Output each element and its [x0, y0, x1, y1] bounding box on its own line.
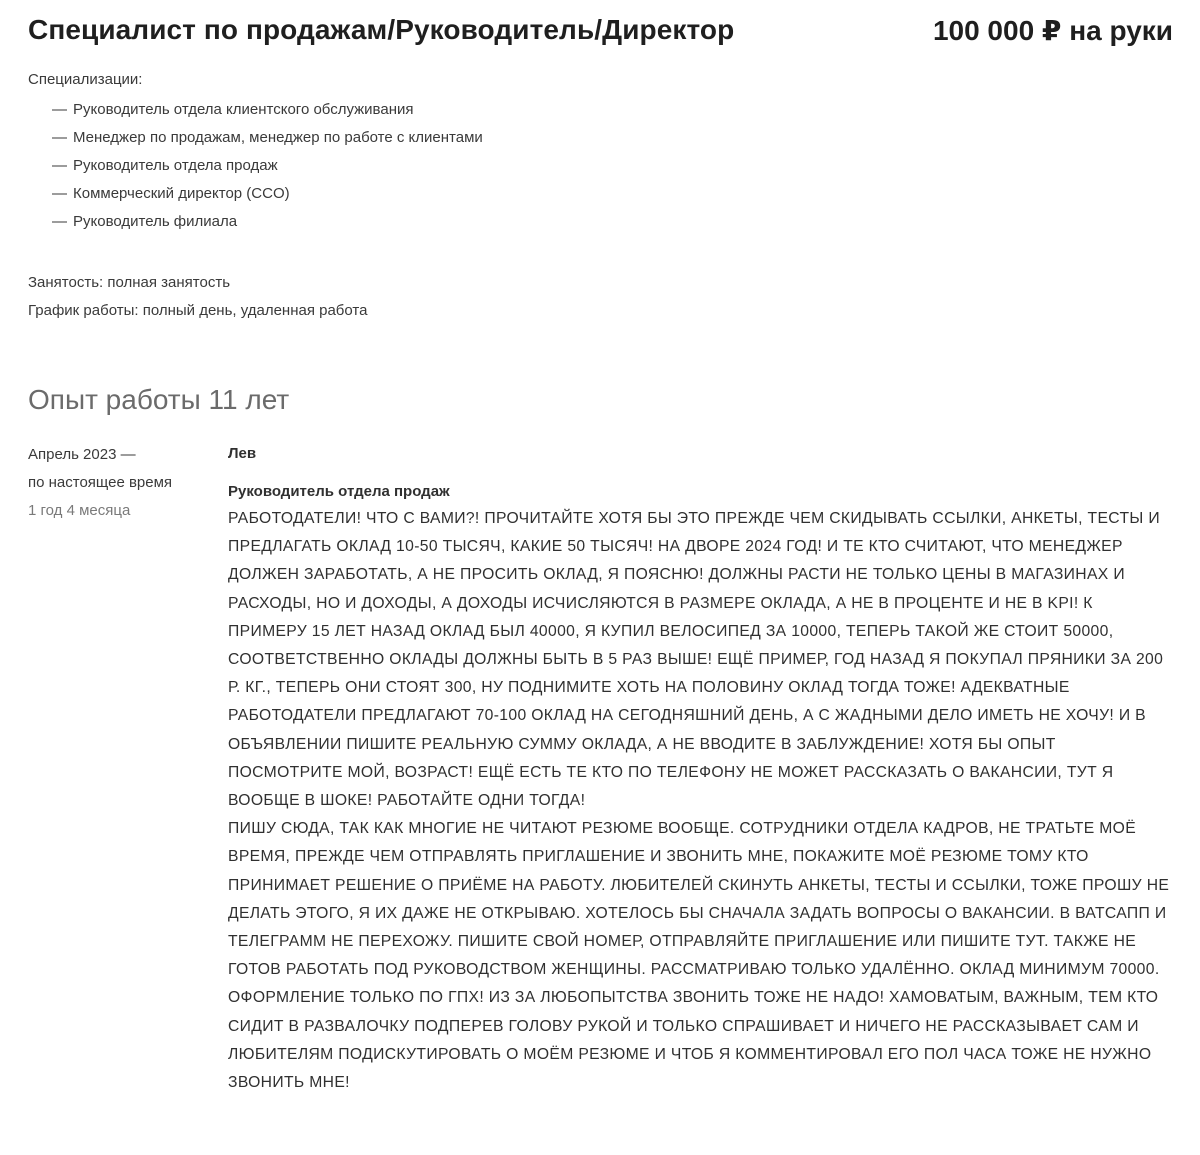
dash: —: [52, 213, 67, 230]
resume-page: [28, 0, 1178, 1155]
experience-title: Опыт работы 11 лет: [28, 384, 290, 415]
dash: —: [52, 185, 67, 202]
job-details: [228, 441, 1173, 1097]
specialization-label: Коммерческий директор (CCO): [73, 185, 290, 202]
employment-info: [28, 269, 367, 325]
specializations-list: [52, 96, 483, 236]
job-position: Руководитель отдела продаж: [228, 483, 450, 500]
job-start-date: Апрель 2023 —: [28, 446, 136, 463]
specialization-label: Руководитель отдела клиентского обслуживания: [73, 101, 414, 118]
dash: —: [52, 129, 67, 146]
specialization-item: [52, 124, 483, 152]
work-schedule: График работы: полный день, удаленная работа: [28, 302, 368, 319]
specializations-heading: Специализации:: [28, 71, 143, 88]
specialization-label: Руководитель филиала: [73, 213, 238, 230]
job-description-paragraph: ПИШУ СЮДА, ТАК КАК МНОГИЕ НЕ ЧИТАЮТ РЕЗЮМЕ ВООБЩЕ. СОТРУДНИКИ ОТДЕЛА КАДРОВ, НЕ ТРАТЬТЕ МОЁ ВРЕМЯ, ПРЕЖДЕ ЧЕМ ОТПРАВЛЯТЬ ПРИГЛАШЕНИЕ И ЗВОНИТЬ МНЕ, ПОКАЖИТЕ МОЁ РЕЗЮМЕ ТОМУ КТО ПРИНИМАЕТ РЕШЕНИЕ О ПРИЁМЕ НА РАБОТУ. ЛЮБИТЕЛЕЙ СКИНУТЬ АНКЕТЫ, ТЕСТЫ И ССЫЛКИ, ТОЖЕ ПРОШУ НЕ ДЕЛАТЬ ЭТОГО, Я ИХ ДАЖЕ НЕ ОТКРЫВАЮ. ХОТЕЛОСЬ БЫ СНАЧАЛА ЗАДАТЬ ВОПРОСЫ О ВАКАНСИИ. В ВАТСАПП И ТЕЛЕГРАММ НЕ ПЕРЕХОЖУ. ПИШИТЕ СВОЙ НОМЕР, ОТПРАВЛЯЙТЕ ПРИГЛАШЕНИЕ ИЛИ ПИШИТЕ ТУТ. ТАКЖЕ НЕ ГОТОВ РАБОТАТЬ ПОД РУКОВОДСТВОМ ЖЕНЩИНЫ. РАССМАТРИВАЮ ТОЛЬКО УДАЛЁННО. ОКЛАД МИНИМУМ 70000. ОФОРМЛЕНИЕ ТОЛЬКО ПО ГПХ! ИЗ ЗА ЛЮБОПЫТСТВА ЗВОНИТЬ ТОЖЕ НЕ НАДО! ХАМОВАТЫМ, ВАЖНЫМ, ТЕМ КТО СИДИТ В РАЗВАЛОЧКУ ПОДПЕРЕВ ГОЛОВУ РУКОЙ И ТОЛЬКО СПРАШИВАЕТ И НИЧЕГО НЕ РАССКАЗЫВАЕТ САМ И ЛЮБИТЕЛЯМ ПОДИСКУТИРОВАТЬ О МОЁМ РЕЗЮМЕ И ЧТОБ Я КОММЕНТИРОВАЛ ЕГО ПОЛ ЧАСА ТОЖЕ НЕ НУЖНО ЗВОНИТЬ МНЕ!: [228, 820, 1170, 1092]
specialization-item: [52, 180, 483, 208]
job-end-date: по настоящее время: [28, 474, 173, 491]
employment-type: Занятость: полная занятость: [28, 274, 231, 291]
specialization-label: Менеджер по продажам, менеджер по работе с клиентами: [73, 129, 483, 146]
dash: —: [52, 101, 67, 118]
dash: —: [52, 157, 67, 174]
job-duration: 1 год 4 месяца: [28, 502, 131, 519]
company-name: Лев: [228, 445, 257, 462]
salary: 100 000 ₽ на руки: [932, 15, 1173, 46]
job-description-paragraph: РАБОТОДАТЕЛИ! ЧТО С ВАМИ?! ПРОЧИТАЙТЕ ХОТЯ БЫ ЭТО ПРЕЖДЕ ЧЕМ СКИДЫВАТЬ ССЫЛКИ, АНКЕТЫ, ТЕСТЫ И ПРЕДЛАГАТЬ ОКЛАД 10-50 ТЫСЯЧ, КАКИЕ 50 ТЫСЯЧ! НА ДВОРЕ 2024 ГОД! И ТЕ КТО СЧИТАЮТ, ЧТО МЕНЕДЖЕР ДОЛЖЕН ЗАРАБОТАТЬ, А НЕ ПРОСИТЬ ОКЛАД, Я ПОЯСНЮ! ДОЛЖНЫ РАСТИ НЕ ТОЛЬКО ЦЕНЫ В МАГАЗИНАХ И РАСХОДЫ, НО И ДОХОДЫ, А ДОХОДЫ ИСЧИСЛЯЮТСЯ В РАЗМЕРЕ ОКЛАДА, А НЕ В ПРОЦЕНТЕ И НЕ В KPI! К ПРИМЕРУ 15 ЛЕТ НАЗАД ОКЛАД БЫЛ 40000, Я КУПИЛ ВЕЛОСИПЕД ЗА 10000, ТЕПЕРЬ ТАКОЙ ЖЕ СТОИТ 50000, СООТВЕТСТВЕННО ОКЛАДЫ ДОЛЖНЫ БЫТЬ В 5 РАЗ ВЫШЕ! ЕЩЁ ПРИМЕР, ГОД НАЗАД Я ПОКУПАЛ ПРЯНИКИ ЗА 200 Р. КГ., ТЕПЕРЬ ОНИ СТОЯТ 300, НУ ПОДНИМИТЕ ХОТЬ НА ПОЛОВИНУ ОКЛАД ТОГДА ТОЖЕ! АДЕКВАТНЫЕ РАБОТОДАТЕЛИ ПРЕДЛАГАЮТ 70-100 ОКЛАД НА СЕГОДНЯШНИЙ ДЕНЬ, А С ЖАДНЫМИ ДЕЛО ИМЕТЬ НЕ ХОЧУ! И В ОБЪЯВЛЕНИИ ПИШИТЕ РЕАЛЬНУЮ СУММУ ОКЛАДА, А НЕ ВВОДИТЕ В ЗАБЛУЖДЕНИЕ! ХОТЯ БЫ ОПЫТ ПОСМОТРИТЕ МОЙ, ВОЗРАСТ! ЕЩЁ ЕСТЬ ТЕ КТО ПО ТЕЛЕФОНУ НЕ МОЖЕТ РАССКАЗАТЬ О ВАКАНСИИ, ТУТ Я ВООБЩЕ В ШОКЕ! РАБОТАЙТЕ ОДНИ ТОГДА!: [228, 510, 1164, 810]
specialization-label: Руководитель отдела продаж: [73, 157, 278, 174]
resume-header: [28, 14, 1173, 54]
resume-title: Специалист по продажам/Руководитель/Директор: [28, 14, 735, 45]
job-dates: [28, 441, 218, 525]
specialization-item: [52, 152, 483, 180]
specialization-item: [52, 96, 483, 124]
specialization-item: [52, 208, 483, 236]
